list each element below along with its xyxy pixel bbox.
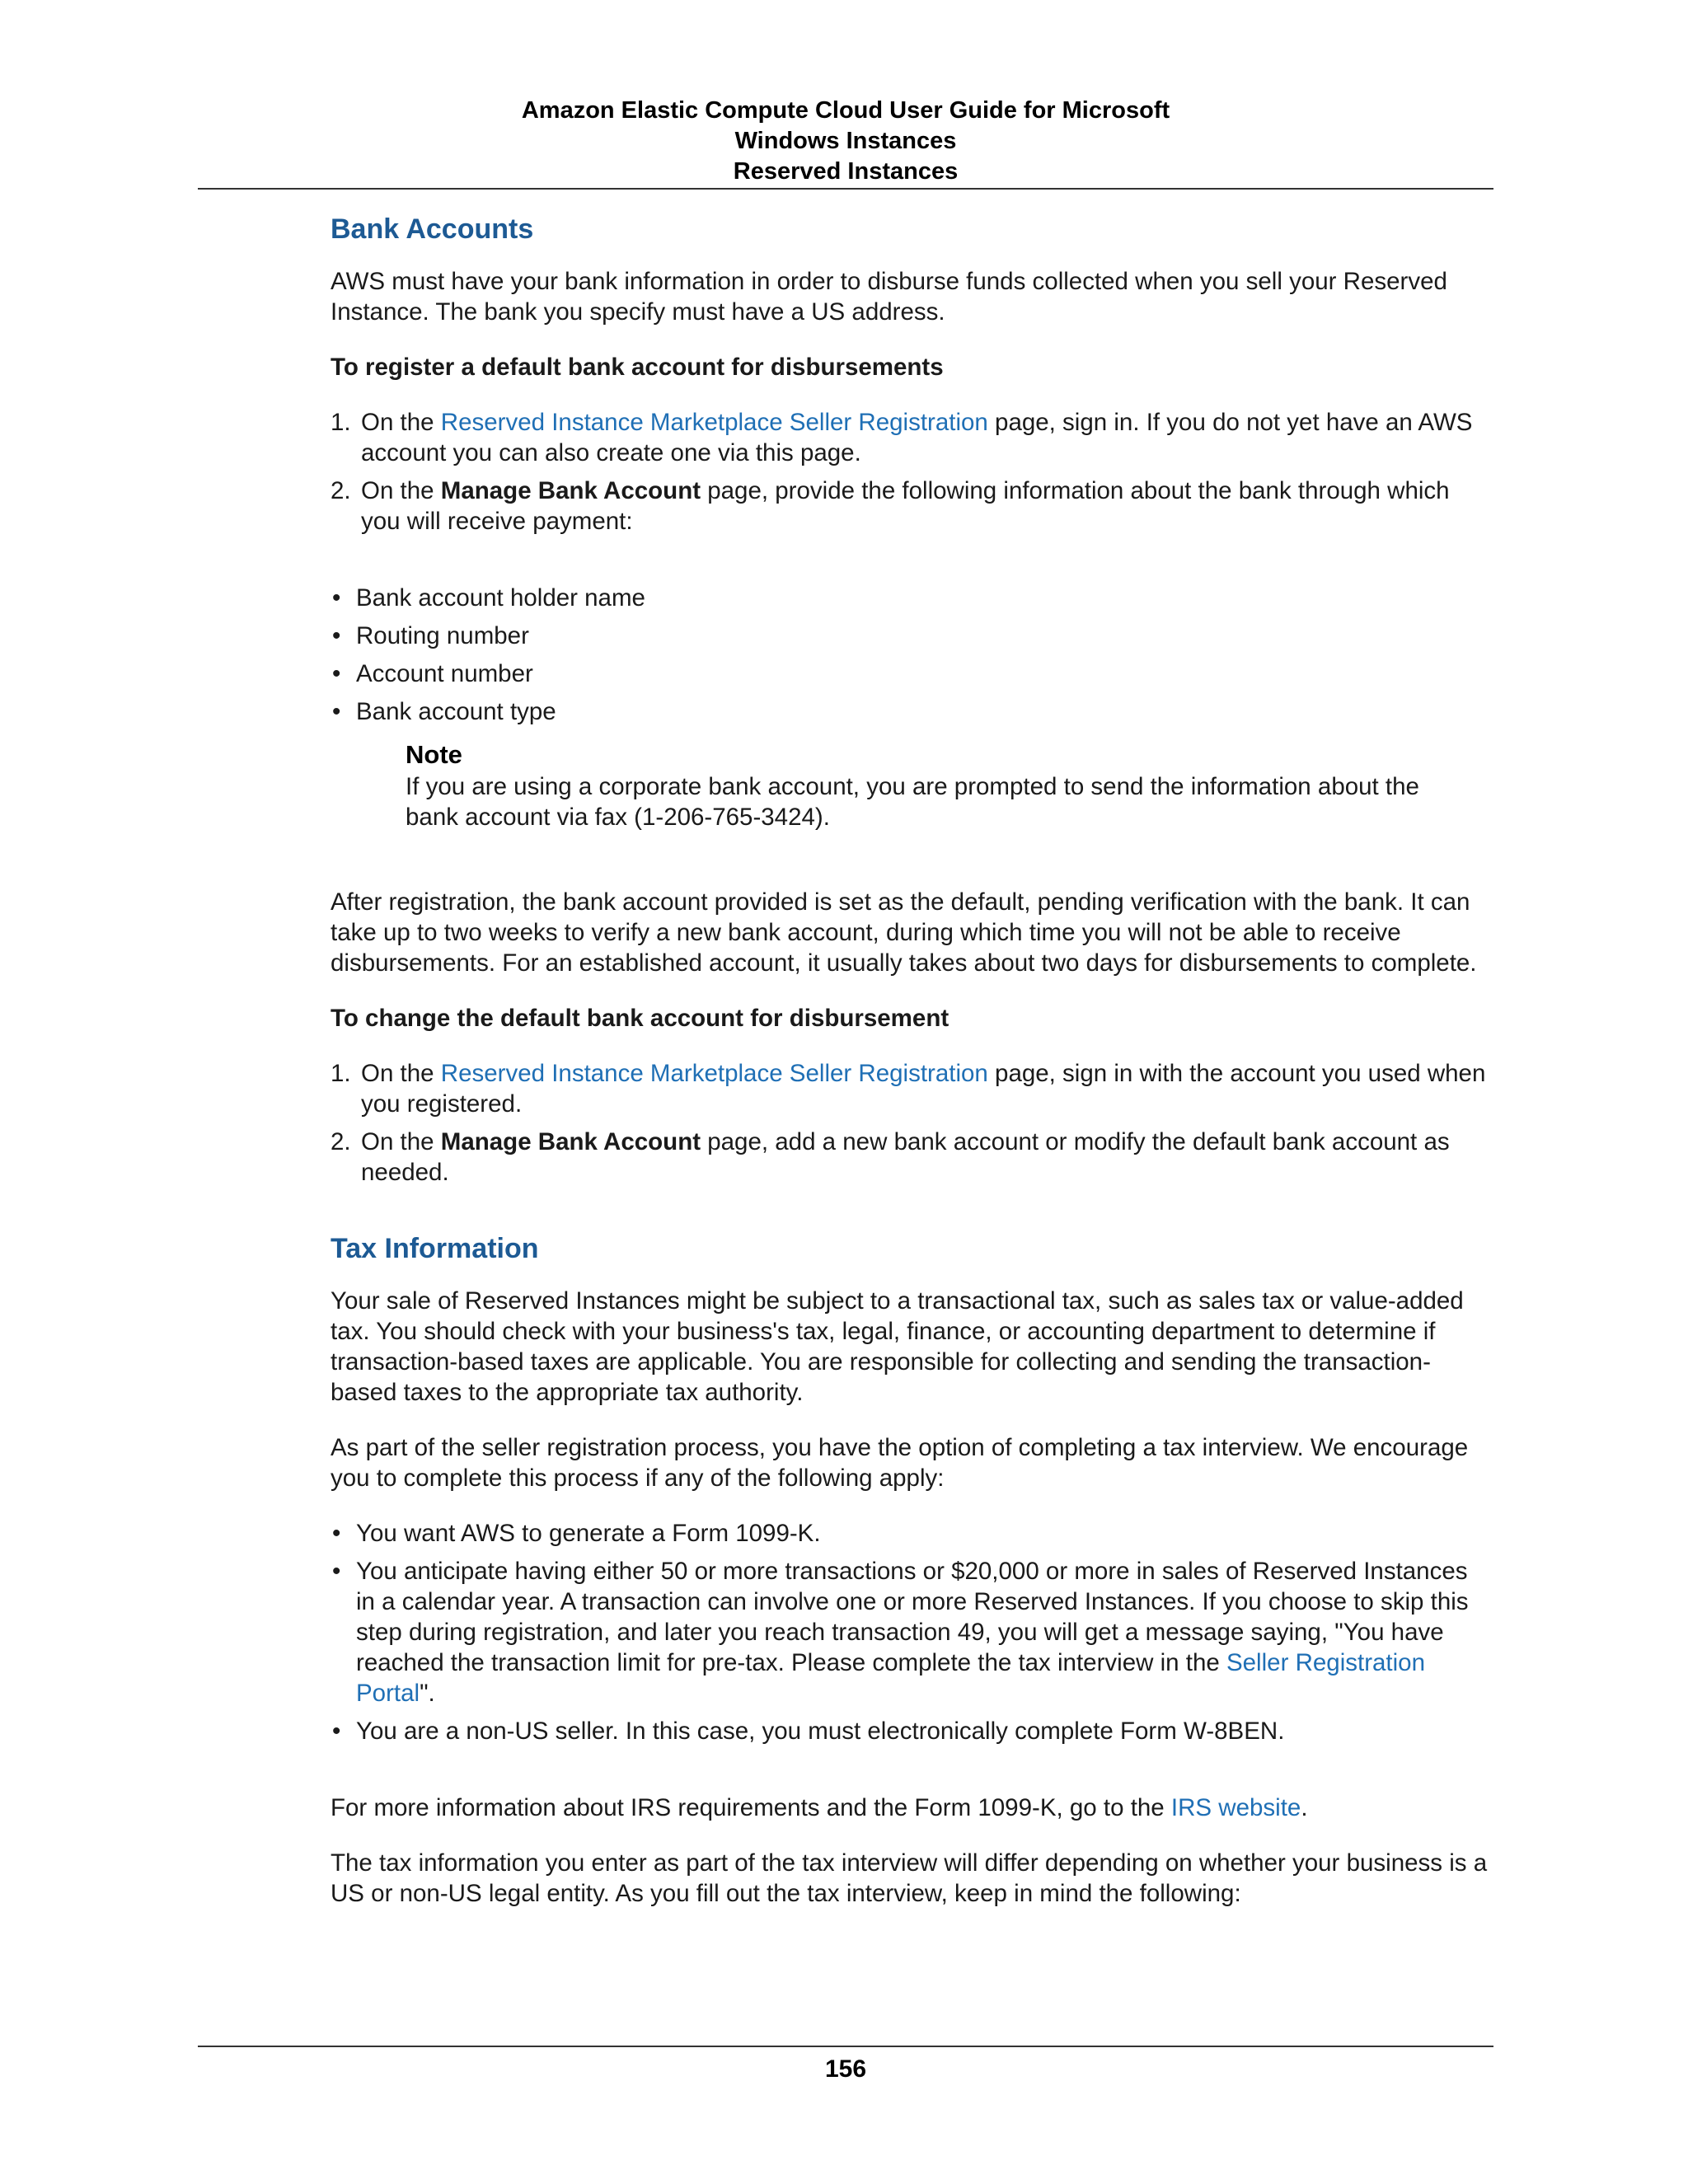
step-number: 1. [331, 409, 351, 436]
step-number: 2. [331, 477, 351, 504]
register-steps-list [331, 407, 1493, 537]
after-registration-paragraph: After registration, the bank account provided is set as the default, pending verification with the bank. It can take up to two weeks to verify a new bank account, during which time you will not be able to receive disbursements. For an established account, it usually takes about two days for disbursements to complete. [331, 888, 1477, 977]
irs-website-link[interactable]: IRS website [1170, 1794, 1301, 1821]
list-item: • Routing number [332, 622, 529, 649]
header-chapter-title: Reserved Instances [733, 158, 959, 185]
header-guide-subtitle: Windows Instances [734, 128, 957, 154]
tax-interview-paragraph: The tax information you enter as part of the tax interview will differ depending on whether your business is a US or non-US legal entity. As you fill out the tax interview, keep in mind the following: [331, 1849, 1488, 1907]
manage-bank-account-label: Manage Bank Account [440, 1128, 701, 1155]
step-text-after: page, sign in with the account you used when you registered. [361, 1060, 1486, 1118]
irs-paragraph: For more information about IRS requirements and the Form 1099-K, go to the IRS website. [331, 1794, 1308, 1821]
list-item: • Account number [332, 660, 533, 687]
tax-information-heading: Tax Information [331, 1233, 539, 1264]
bank-fields-list [331, 583, 1493, 727]
bullet-icon: • [332, 622, 341, 649]
footer-rule [198, 2046, 1493, 2047]
step-number: 2. [331, 1128, 351, 1155]
list-item: • You anticipate having either 50 or more transactions or $20,000 or more in sales of Reserved Instances in a calendar year. A transaction can involve one or more Reserved Instances. If you choose to skip this step during registration, and later you reach transaction 49, you will get a message saying, "You have reached the transaction limit for pre-tax. Please complete the tax interview in the Seller Registration Portal". [332, 1558, 1469, 1707]
register-step-2 [331, 476, 1493, 537]
list-item: • Bank account holder name [332, 584, 645, 612]
tax-conditions-list [331, 1518, 1493, 1746]
list-item: • You want AWS to generate a Form 1099-K. [332, 1520, 821, 1547]
change-step-1 [331, 1058, 1493, 1119]
step-number: 1. [331, 1060, 351, 1087]
bullet-icon: • [332, 1558, 341, 1585]
change-step-2 [331, 1127, 1493, 1188]
bank-accounts-heading: Bank Accounts [331, 213, 534, 245]
step-text-before: On the [361, 1060, 441, 1087]
bullet-icon: • [332, 584, 341, 612]
seller-registration-portal-link[interactable]: Seller Registration Portal [356, 1649, 1425, 1707]
step-text-after: page, sign in. If you do not yet have an AWS account you can also create one via this page. [361, 409, 1473, 466]
bullet-icon: • [332, 1520, 341, 1547]
bullet-icon: • [332, 660, 341, 687]
header-guide-title: Amazon Elastic Compute Cloud User Guide for Microsoft [521, 97, 1170, 124]
step-text-after: page, add a new bank account or modify the default bank account as needed. [361, 1128, 1450, 1186]
page-header [198, 96, 1493, 187]
step-text-after: page, provide the following information about the bank through which you will receive payment: [361, 477, 1450, 535]
bank-intro-paragraph: AWS must have your bank information in order to disburse funds collected when you sell your Reserved Instance. The bank you specify must have a US address. [331, 268, 1447, 326]
change-steps-list [331, 1058, 1493, 1188]
list-item: • Bank account type [332, 698, 556, 725]
register-procedure-title: To register a default bank account for disbursements [331, 354, 944, 381]
list-item: • You are a non-US seller. In this case, you must electronically complete Form W-8BEN. [332, 1718, 1285, 1745]
step-text-before: On the [361, 409, 441, 436]
header-rule [198, 188, 1493, 190]
step-text-before: On the [361, 1128, 441, 1155]
page-content [331, 211, 1493, 1933]
tax-paragraph-1: Your sale of Reserved Instances might be subject to a transactional tax, such as sales tax or value-added tax. You should check with your business's tax, legal, finance, or accounting department to determine if transaction-based taxes are applicable. You are responsible for collecting and sending the transaction-based taxes to the appropriate tax authority. [331, 1287, 1464, 1406]
tax-paragraph-2: As part of the seller registration process, you have the option of completing a tax interview. We encourage you to complete this process if any of the following apply: [331, 1434, 1469, 1492]
page-number: 156 [824, 2055, 867, 2083]
seller-registration-link[interactable]: Reserved Instance Marketplace Seller Registration [440, 1060, 988, 1087]
bullet-icon: • [332, 1718, 341, 1745]
bullet-icon: • [332, 698, 341, 725]
seller-registration-link[interactable]: Reserved Instance Marketplace Seller Registration [440, 409, 988, 436]
note-text: If you are using a corporate bank account, you are prompted to send the information about the bank account via fax (1-206-765-3424). [406, 773, 1419, 831]
change-procedure-title: To change the default bank account for disbursement [331, 1005, 950, 1032]
step-text-before: On the [361, 477, 441, 504]
register-step-1 [331, 407, 1493, 468]
note-box [406, 738, 1493, 832]
note-title: Note [406, 740, 462, 769]
manage-bank-account-label: Manage Bank Account [440, 477, 701, 504]
